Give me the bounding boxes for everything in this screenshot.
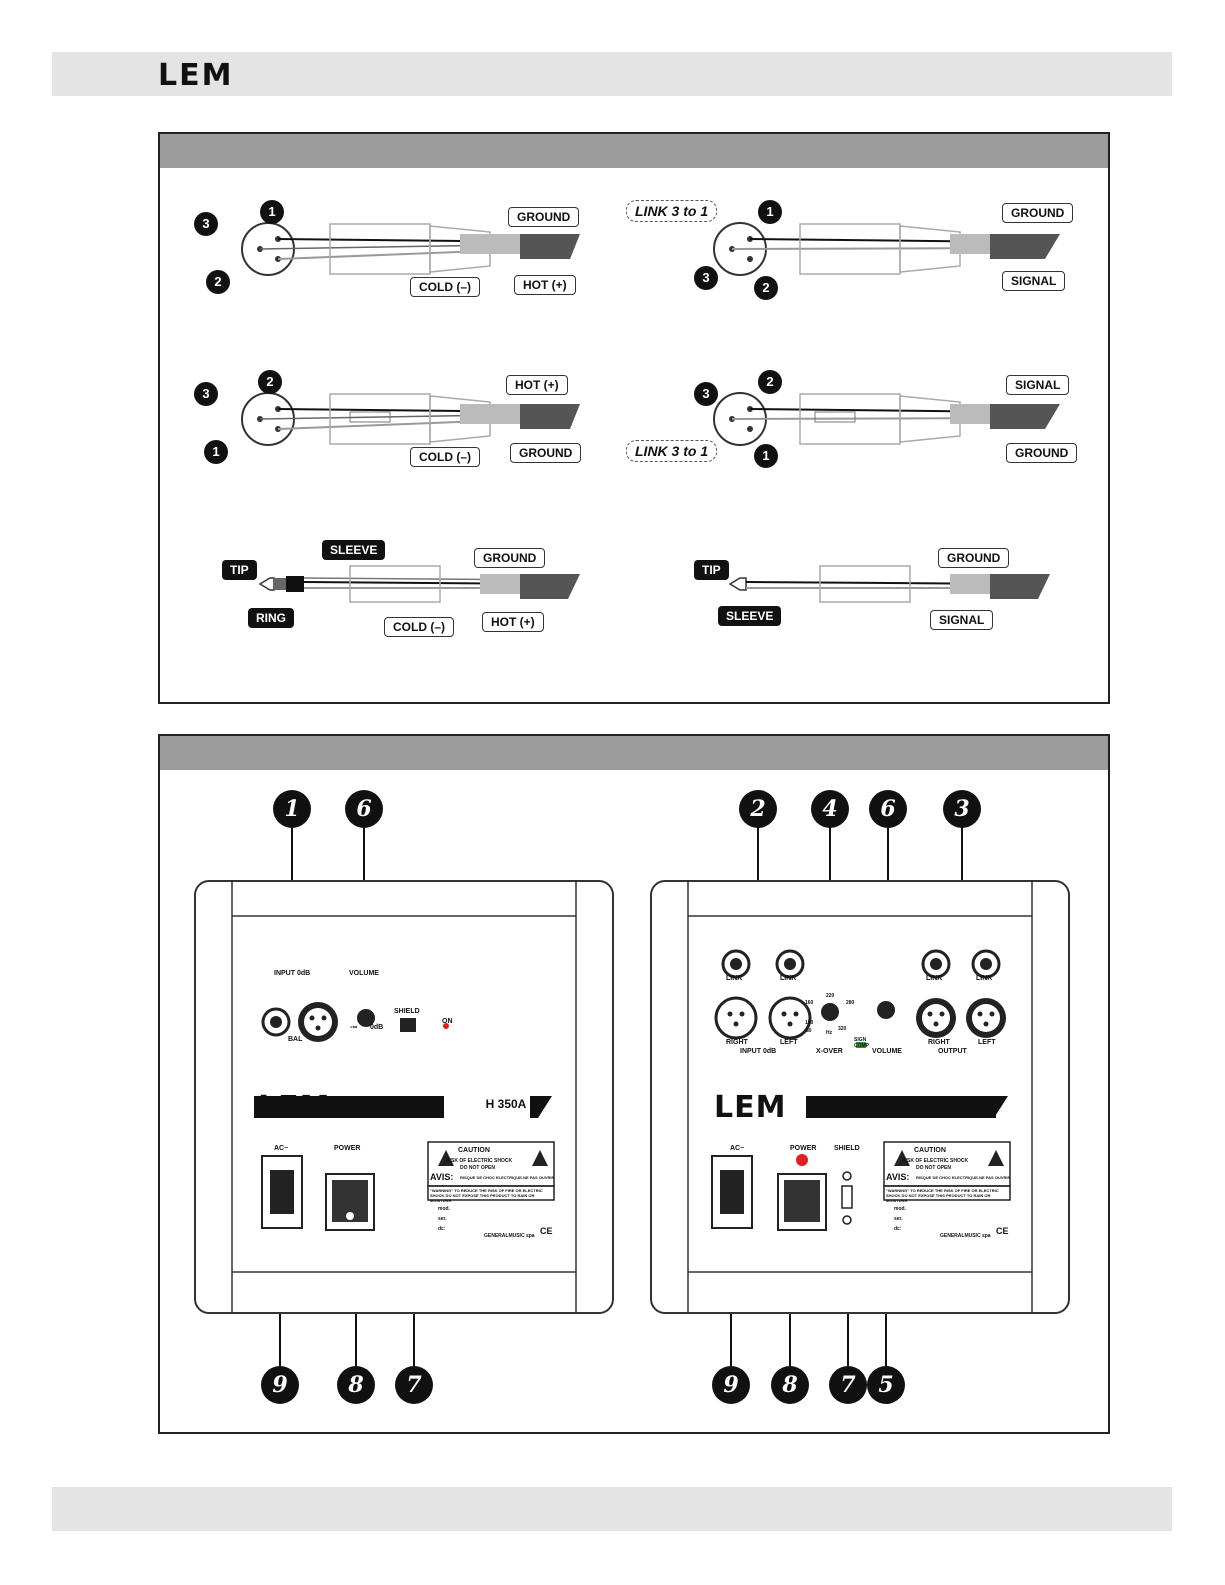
pin-1-label: 1 [204, 440, 228, 464]
ac-label: AC~ [730, 1145, 745, 1152]
brand-logo: LEM [158, 58, 234, 93]
signal-label: SIGNAL [1006, 375, 1069, 395]
bal-label: BAL [288, 1036, 303, 1043]
caution-line1: RISK OF ELECTRIC SHOCK [446, 1158, 513, 1164]
warning-text: "WARNING" TO REDUCE THE RISK OF FIRE OR ELECTRIC SHOCK DO NOT EXPOSE THIS PRODUCT TO RAIN OR MOISTURE. [430, 1188, 543, 1203]
link-label: LINK 3 to 1 [626, 440, 717, 462]
mod-label: mod. [438, 1206, 450, 1212]
pin-3-label: 3 [194, 382, 218, 406]
cold-label: COLD (–) [410, 447, 480, 467]
maker-label: GENERALMUSIC spa [940, 1233, 991, 1239]
cold-label: COLD (–) [384, 617, 454, 637]
rear-panel-h350a [194, 880, 614, 1314]
link-label: LINK [926, 975, 943, 982]
callout-3: 3 [943, 790, 981, 828]
avis-label: AVIS: [430, 1172, 454, 1182]
input-label: INPUT 0dB [274, 970, 311, 977]
signal-label: SIGNAL [1002, 271, 1065, 291]
right-label: RIGHT [928, 1039, 950, 1046]
pin-2-label: 2 [206, 270, 230, 294]
hot-label: HOT (+) [506, 375, 568, 395]
xover-80: 80 [806, 1028, 812, 1034]
cold-label: COLD (–) [410, 277, 480, 297]
signal-label: SIGNAL [930, 610, 993, 630]
caution-line2: DO NOT OPEN [460, 1165, 496, 1171]
ser-label: ser. [894, 1216, 903, 1222]
pin-1-label: 1 [758, 200, 782, 224]
ground-label: GROUND [474, 548, 545, 568]
pin-3-label: 3 [194, 212, 218, 236]
callout-7: 7 [395, 1366, 433, 1404]
xover-280: 280 [846, 1000, 855, 1006]
warning-text: "WARNING" TO REDUCE THE RISK OF FIRE OR ELECTRIC SHOCK DO NOT EXPOSE THIS PRODUCT TO RAIN OR MOISTURE. [886, 1188, 999, 1203]
dc-label: dc: [438, 1226, 446, 1232]
xover-100: 100 [805, 1020, 814, 1026]
pin-3-label: 3 [694, 266, 718, 290]
volume-label: VOLUME [872, 1048, 902, 1055]
callout-2: 2 [739, 790, 777, 828]
shield-label: SHIELD [834, 1145, 860, 1152]
volume-label: VOLUME [349, 970, 379, 977]
xover-160: 160 [805, 1000, 814, 1006]
power-label: POWER [334, 1145, 361, 1152]
caution-line2: DO NOT OPEN [916, 1165, 952, 1171]
pin-2-label: 2 [754, 276, 778, 300]
dc-label: dc: [894, 1226, 902, 1232]
hot-label: HOT (+) [482, 612, 544, 632]
ser-label: ser. [438, 1216, 447, 1222]
tip-label: TIP [222, 560, 257, 580]
caution-line1: RISK OF ELECTRIC SHOCK [902, 1158, 969, 1164]
callout-6: 6 [869, 790, 907, 828]
callout-5: 5 [867, 1366, 905, 1404]
pin-2-label: 2 [758, 370, 782, 394]
xover-320: 320 [838, 1026, 847, 1032]
sign-comp-label: SIGN COMP [854, 1037, 869, 1049]
link-label: LINK [976, 975, 993, 982]
avis-text: RISQUE DE CHOC ELECTRIQUE-NE PAS OUVRIR [460, 1175, 555, 1180]
link-label: LINK 3 to 1 [626, 200, 717, 222]
volume-max-label: 0dB [370, 1024, 384, 1031]
hot-label: HOT (+) [514, 275, 576, 295]
xover-220: 220 [826, 993, 835, 999]
right-label: RIGHT [726, 1039, 748, 1046]
ground-label: GROUND [508, 207, 579, 227]
ground-label: GROUND [1002, 203, 1073, 223]
left-label: LEFT [978, 1039, 996, 1046]
pin-3-label: 3 [694, 382, 718, 406]
link-label: LINK [780, 975, 797, 982]
callout-1: 1 [273, 790, 311, 828]
ground-label: GROUND [1006, 443, 1077, 463]
callout-7: 7 [829, 1366, 867, 1404]
model-label: H 350SA [921, 1097, 971, 1111]
panel-brand: LEM [258, 1090, 331, 1125]
callout-9: 9 [712, 1366, 750, 1404]
ground-label: GROUND [938, 548, 1009, 568]
link-label: LINK [726, 975, 743, 982]
pin-1-label: 1 [754, 444, 778, 468]
xover-label: X-OVER [816, 1048, 843, 1055]
rear-panel-h350sa [650, 880, 1070, 1314]
input-label: INPUT 0dB [740, 1048, 777, 1055]
output-label: OUTPUT [938, 1048, 967, 1055]
ring-label: RING [248, 608, 294, 628]
caution-title: CAUTION [458, 1147, 490, 1154]
callout-4: 4 [811, 790, 849, 828]
mod-label: mod. [894, 1206, 906, 1212]
sleeve-label: SLEEVE [322, 540, 385, 560]
shield-label: SHIELD [394, 1008, 420, 1015]
avis-label: AVIS: [886, 1172, 910, 1182]
on-label: ON [442, 1018, 453, 1025]
hz-label: Hz [826, 1030, 833, 1036]
callout-8: 8 [771, 1366, 809, 1404]
maker-label: GENERALMUSIC spa [484, 1233, 535, 1239]
model-label: H 350A [485, 1097, 527, 1111]
avis-text: RISQUE DE CHOC ELECTRIQUE-NE PAS OUVRIR [916, 1175, 1011, 1180]
panel-brand: LEM [714, 1090, 787, 1125]
callout-8: 8 [337, 1366, 375, 1404]
ce-mark: CE [996, 1226, 1009, 1236]
volume-min-label: -∞ [350, 1024, 358, 1031]
caution-title: CAUTION [914, 1147, 946, 1154]
tip-label: TIP [694, 560, 729, 580]
power-label: POWER [790, 1145, 817, 1152]
ac-label: AC~ [274, 1145, 289, 1152]
ce-mark: CE [540, 1226, 553, 1236]
callout-6: 6 [345, 790, 383, 828]
sleeve-label: SLEEVE [718, 606, 781, 626]
pin-2-label: 2 [258, 370, 282, 394]
pin-1-label: 1 [260, 200, 284, 224]
ground-label: GROUND [510, 443, 581, 463]
callout-9: 9 [261, 1366, 299, 1404]
left-label: LEFT [780, 1039, 798, 1046]
